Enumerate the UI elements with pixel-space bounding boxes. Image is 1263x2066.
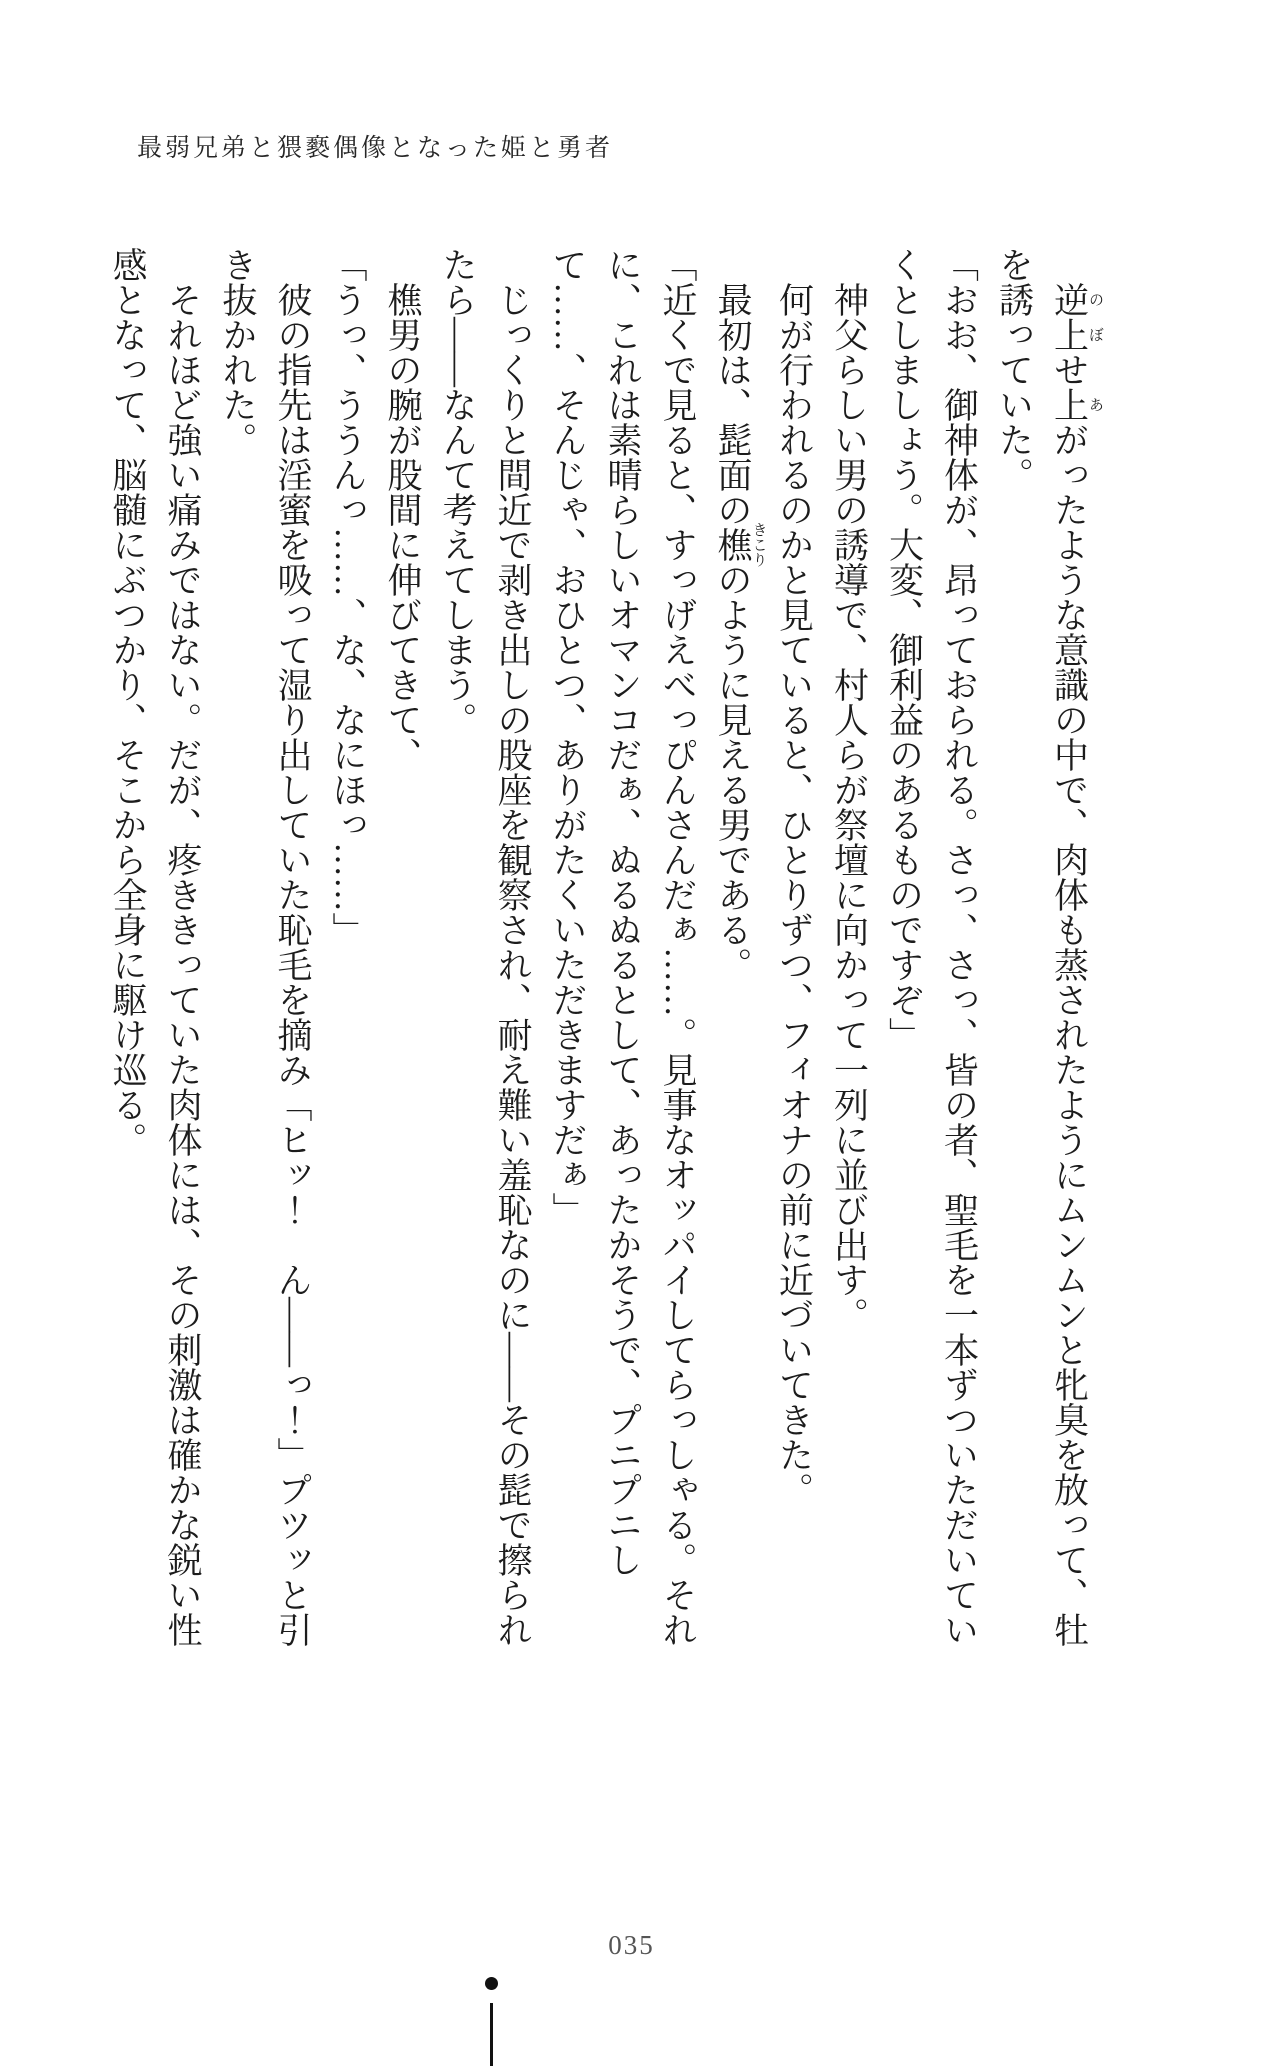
paragraph: じっくりと間近で剥き出しの股座を観察され、耐え難い羞恥なのに――その髭で擦られたら――なんて考えてしまう。	[438, 247, 532, 1647]
paragraph: 「うっ、ううんっ……、な、なにほっ……」	[328, 247, 367, 947]
footer-dot-marker	[485, 1977, 498, 1990]
ruby-annotated-text: 上あ	[1049, 387, 1103, 422]
ruby-annotated-text: 樵きこり	[713, 522, 767, 567]
paragraph: 何が行われるのかと見ていると、ひとりずつ、フィオナの前に近づいてきた。	[774, 282, 814, 1507]
body-text	[100, 247, 1103, 1647]
paragraph: 逆上のぼせ上あがったような意識の中で、肉体も蒸されたようにムンムンと牝臭を放って、牡を誘っていた。	[994, 247, 1103, 1647]
running-header-title: 最弱兄弟と猥褻偶像となった姫と勇者	[137, 135, 614, 162]
paragraph: 樵男の腕が股間に伸びてきて、	[383, 282, 422, 772]
paragraph: 神父らしい男の誘導で、村人らが祭壇に向かって一列に並び出す。	[829, 282, 869, 1332]
ruby-annotated-text: 逆上のぼ	[1049, 282, 1103, 352]
paragraph: それほど強い痛みではない。だが、疼ききっていた肉体には、その刺激は確かな鋭い性感となって、脳髄にぶつかり、そこから全身に駆け巡る。	[108, 247, 202, 1647]
footer-vertical-line	[490, 2003, 493, 2066]
paragraph: 彼の指先は淫蜜を吸って湿り出していた恥毛を摘み「ヒッ！ ん――っ！」プツッと引き抜かれた。	[218, 247, 312, 1647]
paragraph: 「近くで見ると、すっげえべっぴんさんだぁ……。見事なオッパイしてらっしゃる。それに、これは素晴らしいオマンコだぁ、ぬるぬるとして、あったかそうで、プニプニして……、そんじゃ、おひとつ、ありがたくいただきますだぁ」	[548, 247, 697, 1647]
paragraph: 最初は、髭面の樵きこりのように見える男である。	[713, 282, 767, 982]
paragraph: 「おお、御神体が、昂っておられる。さっ、さっ、皆の者、聖毛を一本ずついただいていくとしましょう。大変、御利益のあるものですぞ」	[884, 247, 979, 1647]
page-number: 035	[608, 1930, 655, 1960]
